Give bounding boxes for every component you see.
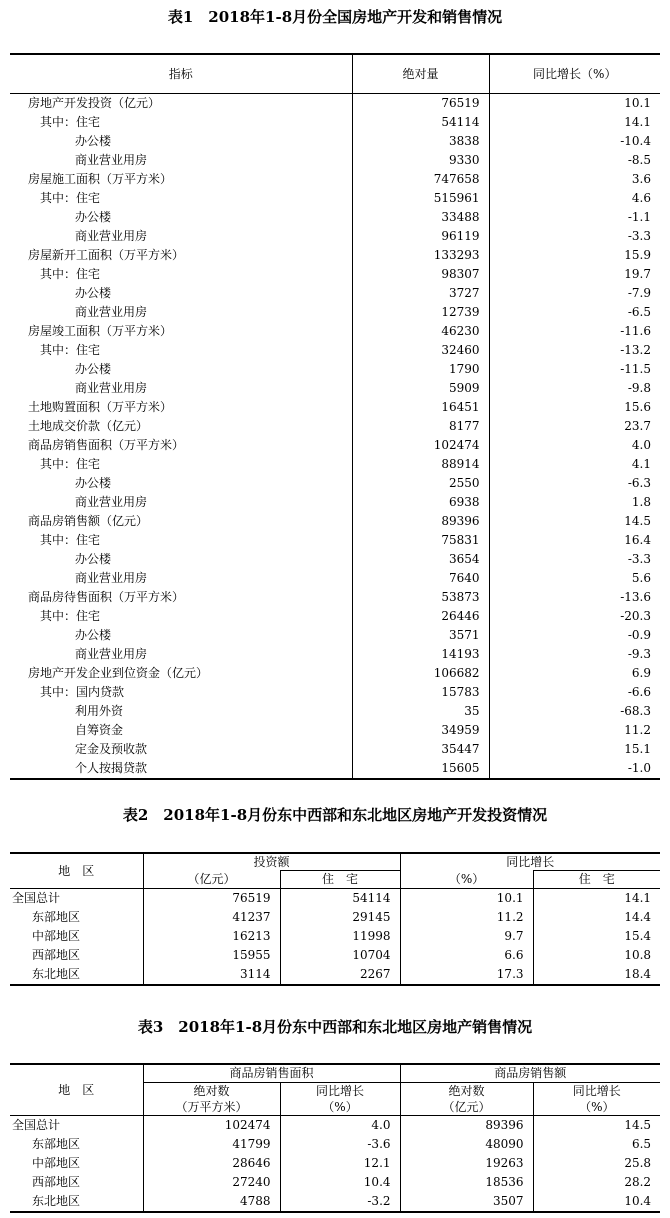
growth-value: 23.7 (489, 417, 660, 436)
table-row (10, 360, 660, 379)
growth-value: 14.5 (489, 512, 660, 531)
growth-value: -13.6 (489, 588, 660, 607)
absolute-value: 35447 (352, 740, 489, 759)
growth-value: -9.8 (489, 379, 660, 398)
table1-header-indicator: 指标 (10, 54, 352, 94)
table2-header-growth (400, 853, 660, 871)
table-row (10, 946, 660, 965)
sales-amount-growth-value: 25.8 (533, 1154, 660, 1173)
table-row (10, 588, 660, 607)
sales-area-growth-value: -3.2 (280, 1192, 400, 1212)
sales-area-value: 4788 (143, 1192, 280, 1212)
growth-value: 14.1 (489, 113, 660, 132)
table-row (10, 436, 660, 455)
absolute-value: 5909 (352, 379, 489, 398)
table3-header-area-abs: 绝对数 (143, 1083, 280, 1100)
absolute-value: 16451 (352, 398, 489, 417)
table-row (10, 417, 660, 436)
indicator-name: 其中：住宅 (40, 533, 101, 547)
growth-value: -1.0 (489, 759, 660, 779)
growth-value: -13.2 (489, 341, 660, 360)
sales-amount-value: 3507 (400, 1192, 533, 1212)
table-row (10, 1192, 660, 1212)
absolute-value: 9330 (352, 151, 489, 170)
indicator-name: 定金及预收款 (75, 742, 148, 756)
absolute-value: 35 (352, 702, 489, 721)
indicator-name: 商业营业用房 (75, 571, 148, 585)
growth-value: 15.6 (489, 398, 660, 417)
sales-amount-value: 89396 (400, 1116, 533, 1136)
growth-value: 3.6 (489, 170, 660, 189)
table-row (10, 908, 660, 927)
growth-value: 5.6 (489, 569, 660, 588)
absolute-value: 1790 (352, 360, 489, 379)
investment-residential-value: 2267 (280, 965, 400, 985)
table2 (10, 852, 660, 986)
indicator-name: 土地购置面积（万平方米） (28, 400, 173, 414)
table1-body (10, 94, 660, 780)
table-row (10, 645, 660, 664)
growth-value: 11.2 (400, 908, 533, 927)
sales-area-growth-value: -3.6 (280, 1135, 400, 1154)
growth-value: 19.7 (489, 265, 660, 284)
indicator-name: 办公楼 (75, 628, 112, 642)
table-row (10, 493, 660, 512)
growth-value: 6.6 (400, 946, 533, 965)
table3-header-sales-abs: 绝对数 (400, 1083, 533, 1100)
table-row (10, 1173, 660, 1192)
indicator-name: 商业营业用房 (75, 647, 148, 661)
table3-header-area-growth: 同比增长 (280, 1083, 400, 1100)
table3-body (10, 1116, 660, 1213)
growth-value: 10.1 (489, 94, 660, 114)
absolute-value: 53873 (352, 588, 489, 607)
investment-value: 41237 (143, 908, 280, 927)
indicator-name: 其中：住宅 (40, 267, 101, 281)
indicator-name: 其中：国内贷款 (40, 685, 125, 699)
table-row (10, 474, 660, 493)
growth-value: 4.0 (489, 436, 660, 455)
table2-header-growth-unit: （%） (400, 871, 533, 889)
growth-value: 1.8 (489, 493, 660, 512)
absolute-value: 26446 (352, 607, 489, 626)
table-row (10, 965, 660, 985)
sales-area-growth-value: 12.1 (280, 1154, 400, 1173)
indicator-name: 其中：住宅 (40, 609, 101, 623)
table-row (10, 113, 660, 132)
absolute-value: 3838 (352, 132, 489, 151)
absolute-value: 3727 (352, 284, 489, 303)
absolute-value: 6938 (352, 493, 489, 512)
growth-residential-value: 18.4 (533, 965, 660, 985)
investment-value: 16213 (143, 927, 280, 946)
sales-area-value: 102474 (143, 1116, 280, 1136)
indicator-name: 商业营业用房 (75, 381, 148, 395)
sales-amount-growth-value: 10.4 (533, 1192, 660, 1212)
growth-value: -6.6 (489, 683, 660, 702)
indicator-name: 房屋施工面积（万平方米） (28, 172, 173, 186)
growth-value: 15.1 (489, 740, 660, 759)
absolute-value: 76519 (352, 94, 489, 114)
region-name: 西部地区 (32, 1175, 81, 1189)
investment-residential-value: 54114 (280, 889, 400, 909)
absolute-value: 14193 (352, 645, 489, 664)
table-row (10, 341, 660, 360)
table3 (10, 1063, 660, 1213)
growth-value: -3.3 (489, 227, 660, 246)
table-row (10, 455, 660, 474)
investment-value: 76519 (143, 889, 280, 909)
growth-value: 16.4 (489, 531, 660, 550)
sales-area-value: 27240 (143, 1173, 280, 1192)
indicator-name: 办公楼 (75, 476, 112, 490)
table2-header-investment-unit: （亿元） (143, 871, 280, 889)
sales-amount-growth-value: 28.2 (533, 1173, 660, 1192)
table-row (10, 208, 660, 227)
region-name: 东部地区 (32, 1137, 81, 1151)
table-row (10, 740, 660, 759)
table3-header-area-unit: （万平方米） (143, 1099, 280, 1116)
growth-value: 4.6 (489, 189, 660, 208)
table3-header-area-group: 商品房销售面积 (143, 1064, 400, 1083)
indicator-name: 房屋竣工面积（万平方米） (28, 324, 173, 338)
table-row (10, 1154, 660, 1173)
indicator-name: 办公楼 (75, 286, 112, 300)
indicator-name: 其中：住宅 (40, 115, 101, 129)
region-name: 西部地区 (32, 948, 81, 962)
table2-header-residential: 住 宅 (280, 871, 400, 889)
growth-value: -8.5 (489, 151, 660, 170)
table-row (10, 398, 660, 417)
absolute-value: 15605 (352, 759, 489, 779)
growth-value: -10.4 (489, 132, 660, 151)
table-row (10, 1116, 660, 1136)
table3-header-sales-group: 商品房销售额 (400, 1064, 660, 1083)
table3-header-sales-growth: 同比增长 (533, 1083, 660, 1100)
absolute-value: 2550 (352, 474, 489, 493)
sales-area-value: 41799 (143, 1135, 280, 1154)
growth-value: -0.9 (489, 626, 660, 645)
table-row (10, 569, 660, 588)
region-name: 中部地区 (32, 1156, 81, 1170)
table-row (10, 664, 660, 683)
absolute-value: 46230 (352, 322, 489, 341)
investment-residential-value: 10704 (280, 946, 400, 965)
indicator-name: 利用外资 (75, 704, 124, 718)
table-row (10, 379, 660, 398)
table-row (10, 189, 660, 208)
indicator-name: 商品房销售面积（万平方米） (28, 438, 185, 452)
absolute-value: 88914 (352, 455, 489, 474)
absolute-value: 54114 (352, 113, 489, 132)
table-row (10, 170, 660, 189)
region-name: 东部地区 (32, 910, 81, 924)
absolute-value: 32460 (352, 341, 489, 360)
growth-value: -9.3 (489, 645, 660, 664)
absolute-value: 106682 (352, 664, 489, 683)
table1-title: 表1 2018年1-8月份全国房地产开发和销售情况 (167, 8, 503, 26)
table-row (10, 151, 660, 170)
absolute-value: 12739 (352, 303, 489, 322)
growth-value: 11.2 (489, 721, 660, 740)
indicator-name: 其中：住宅 (40, 343, 101, 357)
table3-header-area-growth-unit: （%） (280, 1099, 400, 1116)
table1-header-growth: 同比增长（%） (489, 54, 660, 94)
indicator-name: 办公楼 (75, 552, 112, 566)
table1 (10, 53, 660, 780)
region-name: 全国总计 (12, 1118, 61, 1132)
indicator-name: 其中：住宅 (40, 457, 101, 471)
table-row (10, 683, 660, 702)
sales-amount-value: 48090 (400, 1135, 533, 1154)
table3-title: 表3 2018年1-8月份东中西部和东北地区房地产销售情况 (137, 1018, 533, 1036)
table-row (10, 550, 660, 569)
growth-value: 9.7 (400, 927, 533, 946)
table3-header-sales-growth-unit: （%） (533, 1099, 660, 1116)
growth-value: -6.3 (489, 474, 660, 493)
table-row (10, 759, 660, 779)
region-name: 东北地区 (10, 1192, 143, 1212)
absolute-value: 89396 (352, 512, 489, 531)
indicator-name: 办公楼 (75, 134, 112, 148)
table2-header-growth-label: 同比增长 (506, 855, 555, 869)
indicator-name: 办公楼 (75, 362, 112, 376)
table-row (10, 607, 660, 626)
table-row (10, 132, 660, 151)
growth-value: 6.9 (489, 664, 660, 683)
table3-header-region: 地 区 (10, 1064, 143, 1116)
table2-header-growth-residential: 住 宅 (533, 871, 660, 889)
table-row (10, 626, 660, 645)
region-name: 全国总计 (12, 891, 61, 905)
growth-residential-value: 15.4 (533, 927, 660, 946)
absolute-value: 102474 (352, 436, 489, 455)
sales-area-value: 28646 (143, 1154, 280, 1173)
sales-amount-value: 18536 (400, 1173, 533, 1192)
absolute-value: 33488 (352, 208, 489, 227)
sales-area-growth-value: 10.4 (280, 1173, 400, 1192)
growth-value: -3.3 (489, 550, 660, 569)
table2-header-investment (143, 853, 400, 871)
absolute-value: 8177 (352, 417, 489, 436)
indicator-name: 个人按揭贷款 (10, 759, 352, 779)
absolute-value: 3654 (352, 550, 489, 569)
growth-value: -11.5 (489, 360, 660, 379)
absolute-value: 15783 (352, 683, 489, 702)
indicator-name: 房地产开发企业到位资金（亿元） (28, 666, 209, 680)
indicator-name: 商业营业用房 (75, 229, 148, 243)
region-name: 中部地区 (32, 929, 81, 943)
growth-value: -68.3 (489, 702, 660, 721)
absolute-value: 7640 (352, 569, 489, 588)
investment-residential-value: 29145 (280, 908, 400, 927)
table-row (10, 889, 660, 909)
indicator-name: 商品房销售额（亿元） (28, 514, 149, 528)
indicator-name: 房屋新开工面积（万平方米） (28, 248, 185, 262)
table2-header-region: 地 区 (10, 853, 143, 889)
absolute-value: 34959 (352, 721, 489, 740)
growth-residential-value: 14.4 (533, 908, 660, 927)
table2-body (10, 889, 660, 986)
table2-title: 表2 2018年1-8月份东中西部和东北地区房地产开发投资情况 (122, 806, 548, 824)
table-row (10, 284, 660, 303)
indicator-name: 其中：住宅 (40, 191, 101, 205)
table3-header-sales-unit: （亿元） (400, 1099, 533, 1116)
growth-value: -20.3 (489, 607, 660, 626)
growth-value: 17.3 (400, 965, 533, 985)
sales-amount-growth-value: 14.5 (533, 1116, 660, 1136)
region-name: 东北地区 (10, 965, 143, 985)
growth-value: -6.5 (489, 303, 660, 322)
table1-header-absolute: 绝对量 (352, 54, 489, 94)
table-row (10, 246, 660, 265)
sales-area-growth-value: 4.0 (280, 1116, 400, 1136)
investment-value: 15955 (143, 946, 280, 965)
sales-amount-value: 19263 (400, 1154, 533, 1173)
table-row (10, 702, 660, 721)
absolute-value: 98307 (352, 265, 489, 284)
growth-value: 10.1 (400, 889, 533, 909)
table-row (10, 322, 660, 341)
absolute-value: 96119 (352, 227, 489, 246)
growth-residential-value: 10.8 (533, 946, 660, 965)
table-row (10, 94, 660, 114)
growth-value: 4.1 (489, 455, 660, 474)
absolute-value: 3571 (352, 626, 489, 645)
table-row (10, 927, 660, 946)
absolute-value: 133293 (352, 246, 489, 265)
indicator-name: 商业营业用房 (75, 305, 148, 319)
indicator-name: 商业营业用房 (75, 495, 148, 509)
indicator-name: 房地产开发投资（亿元） (28, 96, 161, 110)
growth-residential-value: 14.1 (533, 889, 660, 909)
investment-value: 3114 (143, 965, 280, 985)
table-row (10, 227, 660, 246)
table-row (10, 303, 660, 322)
table-row (10, 512, 660, 531)
table-row (10, 1135, 660, 1154)
table-row (10, 721, 660, 740)
growth-value: -7.9 (489, 284, 660, 303)
indicator-name: 自筹资金 (75, 723, 124, 737)
absolute-value: 75831 (352, 531, 489, 550)
indicator-name: 办公楼 (75, 210, 112, 224)
table-row (10, 531, 660, 550)
indicator-name: 商品房待售面积（万平方米） (28, 590, 185, 604)
absolute-value: 747658 (352, 170, 489, 189)
growth-value: -1.1 (489, 208, 660, 227)
sales-amount-growth-value: 6.5 (533, 1135, 660, 1154)
growth-value: 15.9 (489, 246, 660, 265)
table-row (10, 265, 660, 284)
table2-header-investment-label: 投资额 (253, 855, 290, 869)
indicator-name: 土地成交价款（亿元） (28, 419, 149, 433)
investment-residential-value: 11998 (280, 927, 400, 946)
absolute-value: 515961 (352, 189, 489, 208)
growth-value: -11.6 (489, 322, 660, 341)
indicator-name: 商业营业用房 (75, 153, 148, 167)
